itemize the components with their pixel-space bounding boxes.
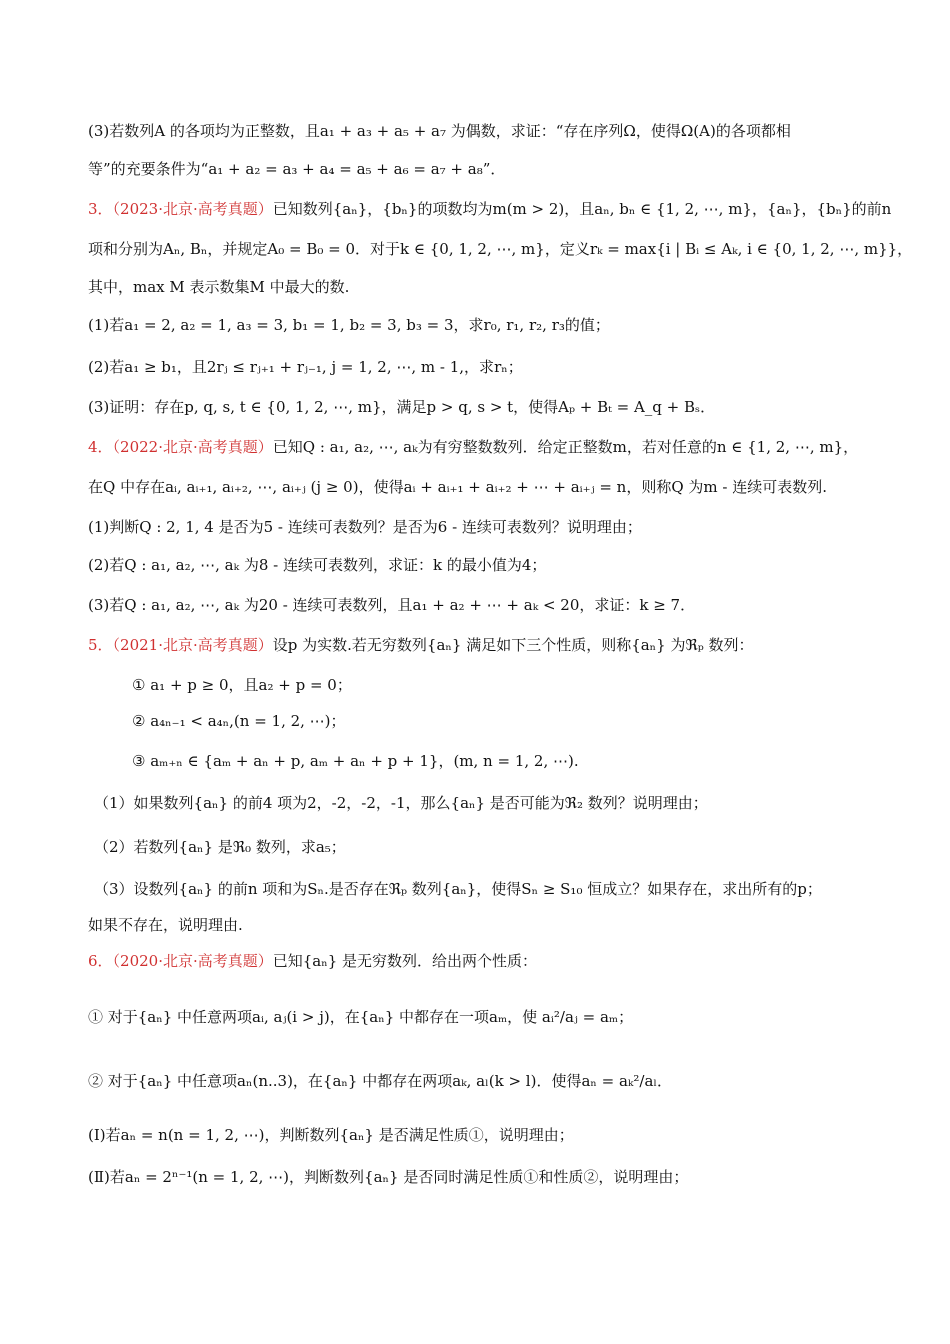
problem-number: 4．: [88, 438, 113, 456]
p2-q3-part3-line2: 等”的充要条件为“a₁ + a₂ = a₃ + a₄ = a₅ + a₆ = a₇ + a₈”．: [88, 160, 506, 178]
problem-text: 已知Q : a₁, a₂, ⋯, aₖ为有穷整数数列．给定正整数m，若对任意的n ∈ {1, 2, ⋯, m}，: [272, 438, 859, 456]
problem-5-header: [88, 634, 868, 656]
problem-3-part3: (3)证明：存在p, q, s, t ∈ {0, 1, 2, ⋯, m}，满足p > q, s > t，使得Aₚ + Bₜ = A_q + Bₛ．: [88, 398, 716, 416]
problem-text: 已知{aₙ} 是无穷数列．给出两个性质：: [272, 952, 538, 970]
problem-3-part1: (1)若a₁ = 2, a₂ = 1, a₃ = 3, b₁ = 1, b₂ = 3, b₃ = 3，求r₀, r₁, r₂, r₃的值；: [88, 316, 610, 334]
source-tag: （2022·北京·高考真题）: [112, 438, 273, 456]
p2-q3-part3-line1: (3)若数列A 的各项均为正整数，且a₁ + a₃ + a₅ + a₇ 为偶数，求证：“存在序列Ω，使得Ω(A)的各项都相: [88, 122, 791, 140]
problem-6-part1: (Ⅰ)若aₙ = n(n = 1, 2, ⋯)，判断数列{aₙ} 是否满足性质①，说明理由；: [88, 1126, 574, 1144]
problem-5-part3: （3）设数列{aₙ} 的前n 项和为Sₙ.是否存在ℜₚ 数列{aₙ}，使得Sₙ ≥ S₁₀ 恒成立？如果存在，求出所有的p；: [94, 880, 822, 898]
problem-number: 3．: [88, 200, 113, 218]
problem-5-property1: ① a₁ + p ≥ 0，且a₂ + p = 0；: [132, 676, 352, 694]
problem-5-property3: ③ aₘ₊ₙ ∈ {aₘ + aₙ + p, aₘ + aₙ + p + 1}，(m, n = 1, 2, ⋯).: [132, 752, 579, 770]
problem-6-header: [88, 950, 868, 972]
problem-text: 已知数列{aₙ}，{bₙ}的项数均为m(m > 2)，且aₙ, bₙ ∈ {1, 2, ⋯, m}，{aₙ}，{bₙ}的前n: [272, 200, 892, 218]
problem-6-property2: ② 对于{aₙ} 中任意项aₙ(n..3)，在{aₙ} 中都存在两项aₖ, aₗ(k > l)．使得aₙ = aₖ²/aₗ．: [88, 1072, 673, 1090]
problem-4-part3: (3)若Q : a₁, a₂, ⋯, aₖ 为20 - 连续可表数列，且a₁ + a₂ + ⋯ + aₖ < 20，求证：k ≥ 7．: [88, 596, 696, 614]
problem-number: 5．: [88, 636, 113, 654]
problem-5-part3-line2: 如果不存在，说明理由.: [88, 916, 243, 934]
problem-3-line3: 其中，max M 表示数集M 中最大的数.: [88, 278, 350, 296]
problem-4-part2: (2)若Q : a₁, a₂, ⋯, aₖ 为8 - 连续可表数列，求证：k 的最小值为4；: [88, 556, 547, 574]
source-tag: （2021·北京·高考真题）: [112, 636, 273, 654]
problem-4-part1: (1)判断Q : 2, 1, 4 是否为5 - 连续可表数列？是否为6 - 连续可表数列？说明理由；: [88, 518, 642, 536]
problem-4-line2: 在Q 中存在aᵢ, aᵢ₊₁, aᵢ₊₂, ⋯, aᵢ₊ⱼ (j ≥ 0)，使得aᵢ + aᵢ₊₁ + aᵢ₊₂ + ⋯ + aᵢ₊ⱼ = n，则称Q 为m - 连续可表数列.: [88, 478, 827, 496]
problem-3-header: [88, 198, 892, 220]
problem-number: 6．: [88, 952, 113, 970]
problem-3-part2: (2)若a₁ ≥ b₁，且2rⱼ ≤ rⱼ₊₁ + rⱼ₋₁, j = 1, 2, ⋯, m - 1,，求rₙ；: [88, 358, 523, 376]
problem-text: 设p 为实数.若无穷数列{aₙ} 满足如下三个性质，则称{aₙ} 为ℜₚ 数列：: [272, 636, 754, 654]
problem-3-line2: 项和分别为Aₙ, Bₙ，并规定A₀ = B₀ = 0．对于k ∈ {0, 1, 2, ⋯, m}，定义rₖ = max{i | Bᵢ ≤ Aₖ, i ∈ {0, 1, 2, ⋯, m}}，: [88, 240, 913, 258]
problem-5-part1: （1）如果数列{aₙ} 的前4 项为2，-2，-2，-1，那么{aₙ} 是否可能为ℜ₂ 数列？说明理由；: [94, 794, 708, 812]
source-tag: （2023·北京·高考真题）: [112, 200, 273, 218]
problem-6-property1: ① 对于{aₙ} 中任意两项aᵢ, aⱼ(i > j)，在{aₙ} 中都存在一项aₘ，使 aᵢ²/aⱼ = aₘ；: [88, 1008, 634, 1026]
problem-6-part2: (Ⅱ)若aₙ = 2ⁿ⁻¹(n = 1, 2, ⋯)，判断数列{aₙ} 是否同时满足性质①和性质②，说明理由；: [88, 1168, 689, 1186]
problem-5-property2: ② a₄ₙ₋₁ < a₄ₙ,(n = 1, 2, ⋯)；: [132, 712, 346, 730]
problem-5-part2: （2）若数列{aₙ} 是ℜ₀ 数列，求a₅；: [94, 838, 346, 856]
problem-4-header: [88, 436, 868, 458]
source-tag: （2020·北京·高考真题）: [112, 952, 273, 970]
